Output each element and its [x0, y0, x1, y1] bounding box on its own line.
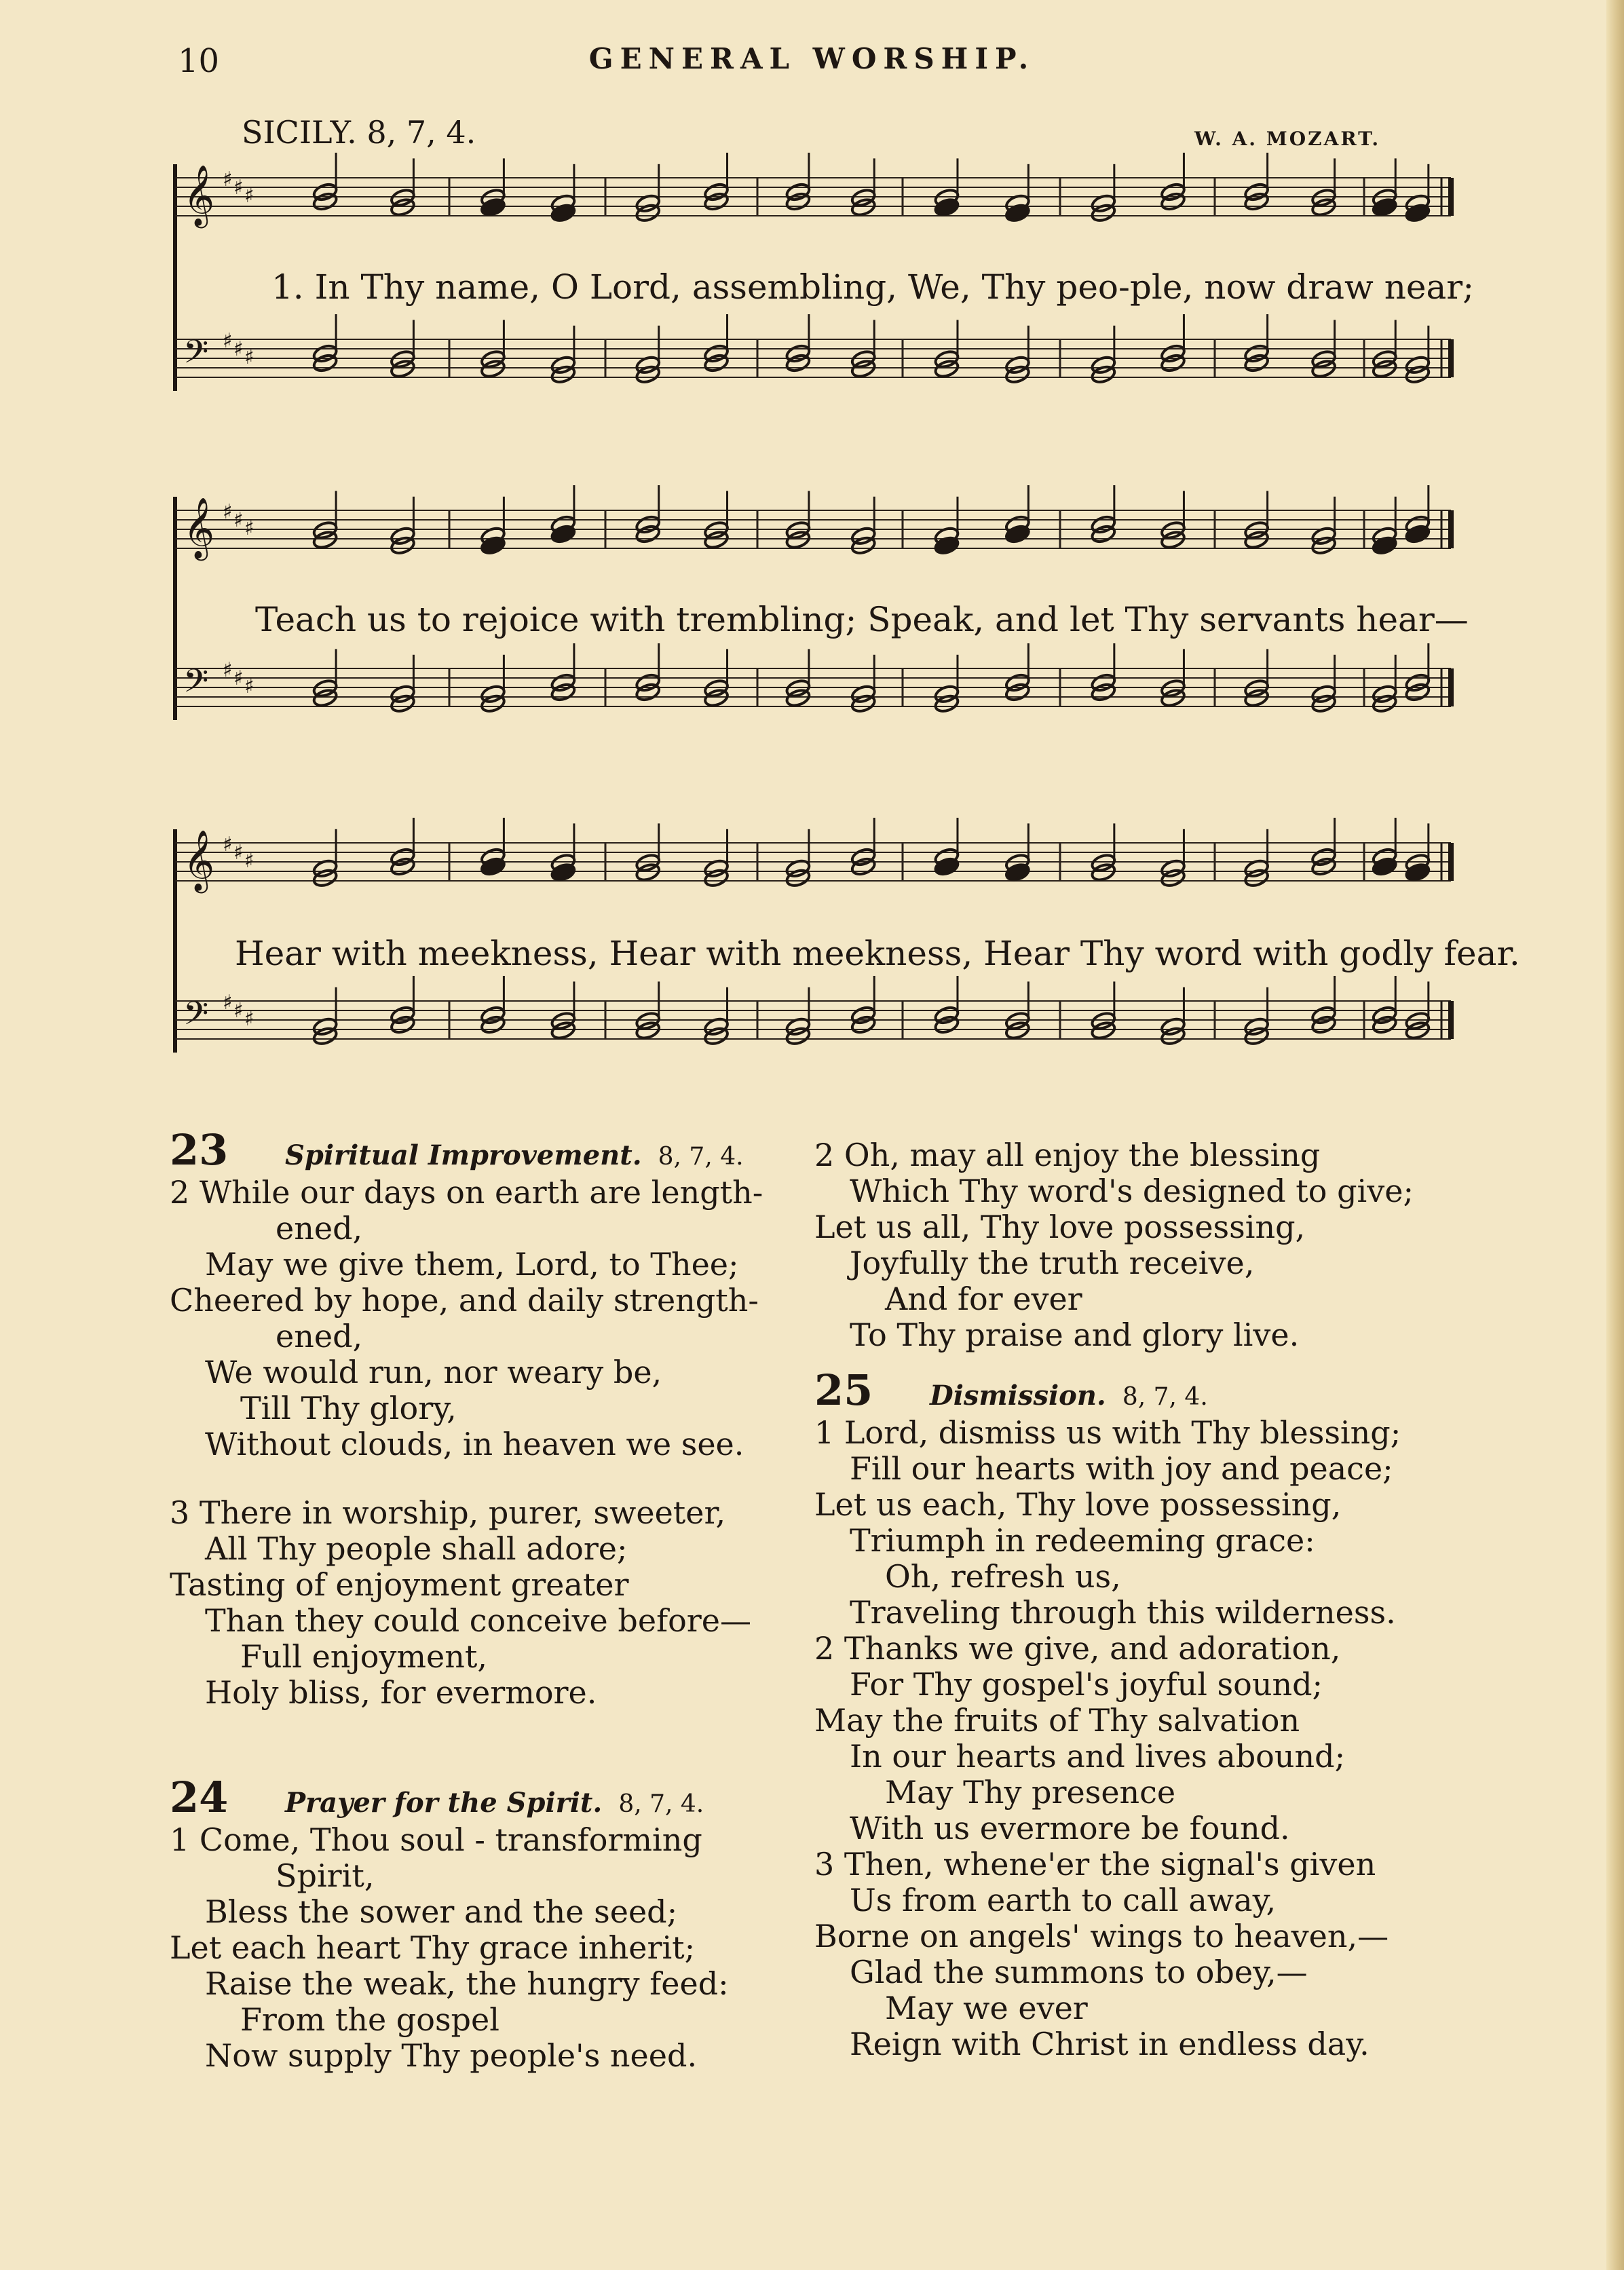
- verse-line: May the fruits of Thy salvation: [814, 1702, 1300, 1739]
- hymn-23-header: [170, 1125, 794, 1175]
- hymn-23-meter: 8, 7, 4.: [658, 1143, 744, 1171]
- note-head: [1004, 862, 1031, 882]
- verse-line: 2 Thanks we give, and adoration,: [814, 1630, 1341, 1667]
- verse-line: And for ever: [885, 1281, 1082, 1317]
- composer: W. A. MOZART.: [1194, 128, 1381, 150]
- verse-line: Us from earth to call away,: [850, 1882, 1277, 1918]
- hymn-24-meter: 8, 7, 4.: [618, 1790, 704, 1818]
- verse-line: With us evermore be found.: [850, 1810, 1290, 1847]
- note-head: [785, 353, 812, 373]
- note-head: [1160, 687, 1186, 708]
- treble-clef: 𝄞: [183, 165, 215, 226]
- hymn-24-number: 24: [170, 1773, 229, 1822]
- note-head: [390, 197, 416, 217]
- note-head: [1004, 524, 1031, 544]
- note-head: [312, 191, 339, 212]
- verse-line: 3 Then, whene'er the signal's given: [814, 1846, 1376, 1883]
- note-head: [635, 862, 661, 882]
- hymn-23-number: 23: [170, 1125, 229, 1175]
- verse-line: Raise the weak, the hungry feed:: [205, 1965, 729, 2002]
- note-head: [1090, 682, 1116, 702]
- note-head: [1404, 524, 1431, 544]
- note-head: [703, 529, 730, 550]
- hymn-24-continued: [814, 1137, 1466, 1353]
- note-head: [703, 687, 730, 708]
- note-head: [1243, 191, 1270, 212]
- hymn-24: [170, 1773, 794, 2074]
- note-head: [312, 687, 339, 708]
- sharp-sign: ♯: [244, 1007, 254, 1031]
- note-head: [635, 682, 661, 702]
- verse-line: Than they could conceive before—: [205, 1602, 751, 1639]
- note-head: [850, 1015, 877, 1035]
- verse-line: Glad the summons to obey,—: [850, 1954, 1308, 1990]
- note-head: [1243, 353, 1270, 373]
- verse-line: Let us all, Thy love possessing,: [814, 1209, 1306, 1245]
- note-head: [850, 197, 877, 217]
- verse-line: Traveling through this wilderness.: [850, 1594, 1396, 1631]
- sharp-sign: ♯: [244, 184, 254, 208]
- note-head: [1310, 197, 1337, 217]
- note-head: [1160, 191, 1186, 212]
- verse-line: In our hearts and lives abound;: [850, 1738, 1346, 1775]
- note-head: [1004, 682, 1031, 702]
- note-head: [934, 358, 960, 379]
- sharp-sign: ♯: [223, 833, 233, 856]
- verse-line: 2 Oh, may all enjoy the blessing: [814, 1137, 1321, 1173]
- note-head: [703, 353, 730, 373]
- lyric-line-1: 1. In Thy name, O Lord, assembling, We, Thy peo-ple, now draw near;: [271, 267, 1475, 307]
- treble-clef: 𝄞: [183, 830, 215, 891]
- note-head: [934, 856, 960, 877]
- note-head: [703, 191, 730, 212]
- verse-line: May we give them, Lord, to Thee;: [205, 1246, 739, 1283]
- verse-line: Oh, refresh us,: [885, 1558, 1121, 1595]
- verse-line: ened,: [276, 1318, 363, 1355]
- running-title: GENERAL WORSHIP.: [588, 42, 1036, 75]
- lyric-line-2: Teach us to rejoice with trembling; Speak, and let Thy servants hear—: [255, 600, 1469, 639]
- note-head: [1372, 358, 1398, 379]
- hymn-24-header: [170, 1773, 794, 1822]
- verse-line: 1 Lord, dismiss us with Thy blessing;: [814, 1414, 1401, 1451]
- treble-clef: 𝄞: [183, 497, 215, 559]
- verse-line: Without clouds, in heaven we see.: [205, 1426, 744, 1462]
- note-head: [934, 197, 960, 217]
- verse-line: Holy bliss, for evermore.: [205, 1674, 597, 1711]
- note-head: [390, 358, 416, 379]
- hymn-25-title: Dismission.: [930, 1380, 1106, 1412]
- note-head: [1404, 862, 1431, 882]
- note-head: [1372, 197, 1398, 217]
- sharp-sign: ♯: [233, 841, 244, 865]
- note-head: [785, 191, 812, 212]
- note-head: [480, 197, 506, 217]
- verse-line: 1 Come, Thou soul - transforming: [170, 1821, 702, 1858]
- sharp-sign: ♯: [244, 345, 254, 369]
- hymn-23-title: Spiritual Improvement.: [285, 1139, 642, 1171]
- tune-name: SICILY. 8, 7, 4.: [242, 114, 476, 151]
- verse-line: Reign with Christ in endless day.: [850, 2026, 1370, 2062]
- note-head: [1310, 358, 1337, 379]
- verse-line: Fill our hearts with joy and peace;: [850, 1450, 1393, 1487]
- note-head: [480, 856, 506, 877]
- sharp-sign: ♯: [233, 508, 244, 532]
- note-head: [480, 358, 506, 379]
- note-head: [1160, 353, 1186, 373]
- hymn-25-number: 25: [814, 1365, 873, 1415]
- note-head: [1090, 1020, 1116, 1040]
- verse-line: Now supply Thy people's need.: [205, 2037, 698, 2074]
- note-head: [1160, 529, 1186, 550]
- note-head: [785, 687, 812, 708]
- sharp-sign: ♯: [244, 516, 254, 540]
- verse-line: 3 There in worship, purer, sweeter,: [170, 1494, 726, 1531]
- bass-clef: 𝄢: [183, 662, 209, 708]
- note-head: [1004, 1020, 1031, 1040]
- verse-line: To Thy praise and glory live.: [850, 1317, 1300, 1353]
- verse-line: Let us each, Thy love possessing,: [814, 1486, 1342, 1523]
- sharp-sign: ♯: [223, 329, 233, 353]
- bass-clef: 𝄢: [183, 333, 209, 379]
- verse-line: Borne on angels' wings to heaven,—: [814, 1918, 1389, 1954]
- note-head: [1310, 856, 1337, 877]
- page-number: 10: [178, 42, 220, 80]
- sharp-sign: ♯: [233, 337, 244, 361]
- hymn-25-header: [814, 1365, 1466, 1415]
- sharp-sign: ♯: [223, 500, 233, 524]
- note-head: [550, 862, 577, 882]
- verse-line: Full enjoyment,: [240, 1638, 487, 1675]
- note-head: [1372, 856, 1398, 877]
- verse-line: Tasting of enjoyment greater: [170, 1566, 629, 1603]
- verse-line: Which Thy word's designed to give;: [850, 1173, 1414, 1209]
- note-head: [635, 524, 661, 544]
- note-head: [550, 1020, 577, 1040]
- bass-clef: 𝄢: [183, 994, 209, 1040]
- sharp-sign: ♯: [233, 999, 244, 1023]
- note-head: [390, 856, 416, 877]
- hymn-25: [814, 1365, 1466, 2062]
- verse-line: Joyfully the truth receive,: [850, 1245, 1255, 1281]
- verse-line: Cheered by hope, and daily strength-: [170, 1282, 759, 1319]
- note-head: [1243, 529, 1270, 550]
- sharp-sign: ♯: [223, 991, 233, 1015]
- note-head: [390, 1015, 416, 1035]
- verse-line: May we ever: [885, 1990, 1088, 2026]
- verse-line: Let each heart Thy grace inherit;: [170, 1929, 696, 1966]
- verse-line: 2 While our days on earth are length-: [170, 1174, 763, 1211]
- note-head: [934, 1015, 960, 1035]
- verse-line: Till Thy glory,: [240, 1390, 457, 1426]
- note-head: [1090, 862, 1116, 882]
- hymn-25-meter: 8, 7, 4.: [1122, 1383, 1208, 1411]
- verse-line: From the gospel: [240, 2001, 499, 2038]
- note-head: [785, 529, 812, 550]
- sharp-sign: ♯: [244, 849, 254, 873]
- verse-line: All Thy people shall adore;: [205, 1530, 628, 1567]
- note-head: [1372, 1015, 1398, 1035]
- sharp-sign: ♯: [244, 675, 254, 698]
- verse-line: Bless the sower and the seed;: [205, 1893, 678, 1930]
- sharp-sign: ♯: [223, 168, 233, 191]
- note-head: [312, 529, 339, 550]
- note-head: [1090, 524, 1116, 544]
- note-head: [480, 1015, 506, 1035]
- verse-line: May Thy presence: [885, 1774, 1176, 1811]
- note-head: [635, 1020, 661, 1040]
- verse-line: Triumph in redeeming grace:: [850, 1522, 1315, 1559]
- lyric-line-3: Hear with meekness, Hear with meekness, Hear Thy word with godly fear.: [235, 934, 1520, 973]
- note-head: [850, 358, 877, 379]
- verse-line: ened,: [276, 1210, 363, 1247]
- hymn-24-title: Prayer for the Spirit.: [285, 1787, 603, 1819]
- note-head: [1243, 687, 1270, 708]
- hymn-23: [170, 1125, 794, 1711]
- note-head: [1404, 682, 1431, 702]
- note-head: [312, 353, 339, 373]
- verse-line: We would run, nor weary be,: [205, 1354, 662, 1391]
- note-head: [550, 682, 577, 702]
- sharp-sign: ♯: [233, 666, 244, 690]
- note-head: [1404, 1020, 1431, 1040]
- note-head: [1310, 1015, 1337, 1035]
- verse-line: For Thy gospel's joyful sound;: [850, 1666, 1323, 1703]
- sharp-sign: ♯: [223, 658, 233, 682]
- note-head: [550, 524, 577, 544]
- verse-line: Spirit,: [276, 1857, 375, 1894]
- sharp-sign: ♯: [233, 176, 244, 200]
- note-head: [850, 856, 877, 877]
